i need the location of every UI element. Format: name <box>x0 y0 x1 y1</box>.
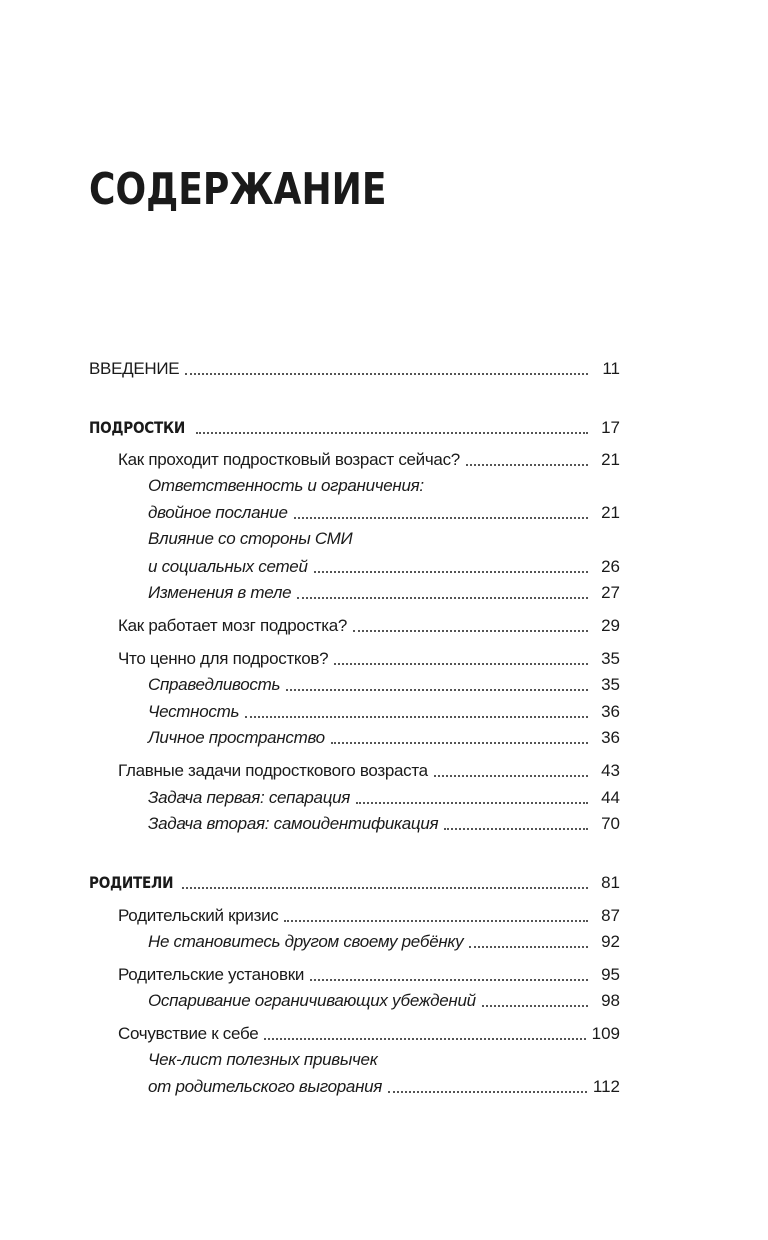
toc-page-number: 44 <box>601 788 620 807</box>
toc-entry-label: Справедливость <box>148 675 281 694</box>
toc-subentry[interactable] <box>148 987 620 1011</box>
toc-subentry-first-line: Влияние со стороны СМИ <box>148 529 353 548</box>
dot-leader <box>331 742 588 744</box>
toc-entry-label: Как работает мозг подростка? <box>118 616 348 635</box>
dot-leader <box>434 775 588 777</box>
toc-entry[interactable] <box>118 961 620 985</box>
dot-leader <box>310 979 588 981</box>
toc-entry-label: Честность <box>148 702 240 721</box>
toc-page-number: 35 <box>601 649 620 668</box>
toc-subentry[interactable] <box>148 1073 620 1097</box>
dot-leader <box>356 802 588 804</box>
dot-leader <box>314 571 588 573</box>
toc-page-number: 98 <box>601 991 620 1010</box>
toc-page-number: 95 <box>601 965 620 984</box>
toc-page-number: 11 <box>602 359 620 378</box>
dot-leader <box>185 373 588 375</box>
toc-entry-label: Задача вторая: самоидентификация <box>148 814 439 833</box>
toc-entry-label: Родительские установки <box>118 965 305 984</box>
toc-page-number: 92 <box>601 932 620 951</box>
dot-leader <box>245 716 588 718</box>
dot-leader <box>466 464 588 466</box>
toc-entry-label: Личное пространство <box>148 728 325 747</box>
toc-page-number: 36 <box>601 728 620 747</box>
toc-entry-label: двойное послание <box>148 503 288 522</box>
toc-entry[interactable] <box>118 446 620 470</box>
toc-entry[interactable] <box>118 1020 620 1044</box>
toc-page-number: 26 <box>601 557 620 576</box>
toc-page-number: 27 <box>601 583 620 602</box>
toc-page-number: 35 <box>601 675 620 694</box>
dot-leader <box>297 597 588 599</box>
dot-leader <box>334 663 588 665</box>
toc-entry-label: Изменения в теле <box>148 583 292 602</box>
toc-subentry-first-line: Ответственность и ограничения: <box>148 476 424 495</box>
dot-leader <box>286 689 588 691</box>
toc-entry-intro[interactable] <box>89 355 620 379</box>
dot-leader <box>444 828 588 830</box>
toc-entry[interactable] <box>118 757 620 781</box>
dot-leader <box>264 1038 585 1040</box>
toc-subentry[interactable] <box>148 698 620 722</box>
dot-leader <box>196 432 588 434</box>
toc-entry-label: Что ценно для подростков? <box>118 649 329 668</box>
toc-page-number: 43 <box>601 761 620 780</box>
toc-entry-label: Сочувствие к себе <box>118 1024 259 1043</box>
toc-entry[interactable] <box>118 612 620 636</box>
toc-subentry[interactable] <box>148 724 620 748</box>
toc-entry-label: Задача первая: сепарация <box>148 788 351 807</box>
toc-subentry[interactable] <box>148 579 620 603</box>
toc-entry[interactable] <box>118 902 620 926</box>
toc-page-number: 21 <box>601 503 620 522</box>
dot-leader <box>353 630 588 632</box>
toc-subentry[interactable] <box>148 499 620 523</box>
toc-entry[interactable] <box>118 645 620 669</box>
toc-entry-label: Как проходит подростковый возраст сейчас? <box>118 450 460 469</box>
toc-page-number: 81 <box>601 873 620 892</box>
dot-leader <box>284 920 588 922</box>
toc-entry-label: Не становитесь другом своему ребёнку <box>148 932 464 951</box>
toc-page-number: 21 <box>601 450 620 469</box>
dot-leader <box>388 1091 587 1093</box>
dot-leader <box>482 1005 588 1007</box>
toc-part-label: РОДИТЕЛИ <box>89 873 174 892</box>
toc-entry-label: Оспаривание ограничивающих убеждений <box>148 991 476 1010</box>
toc-page-number: 87 <box>601 906 620 925</box>
toc-part-parents[interactable] <box>89 869 620 893</box>
toc-subentry[interactable] <box>148 784 620 808</box>
toc-subentry-first-line: Чек-лист полезных привычек <box>148 1050 378 1069</box>
toc-part-teens[interactable] <box>89 414 620 438</box>
toc-subentry[interactable] <box>148 671 620 695</box>
dot-leader <box>294 517 588 519</box>
toc-page-number: 112 <box>592 1077 620 1096</box>
toc-subentry[interactable] <box>148 553 620 577</box>
toc-subentry[interactable] <box>148 928 620 952</box>
toc-entry-label: ВВЕДЕНИЕ <box>89 359 180 378</box>
toc-page-number: 17 <box>601 418 620 437</box>
toc-part-label: ПОДРОСТКИ <box>89 418 186 437</box>
toc-entry-label: от родительского выгорания <box>148 1077 383 1096</box>
toc-page-number: 70 <box>601 814 620 833</box>
toc-page-number: 29 <box>601 616 620 635</box>
toc-page-number: 109 <box>591 1024 620 1043</box>
toc-entry-label: Главные задачи подросткового возраста <box>118 761 428 780</box>
toc-page-number: 36 <box>601 702 620 721</box>
toc-entry-label: Родительский кризис <box>118 906 279 925</box>
dot-leader <box>182 887 588 889</box>
toc-subentry[interactable] <box>148 810 620 834</box>
dot-leader <box>469 946 588 948</box>
page-title: СОДЕРЖАНИЕ <box>89 164 387 215</box>
toc-entry-label: и социальных сетей <box>148 557 308 576</box>
